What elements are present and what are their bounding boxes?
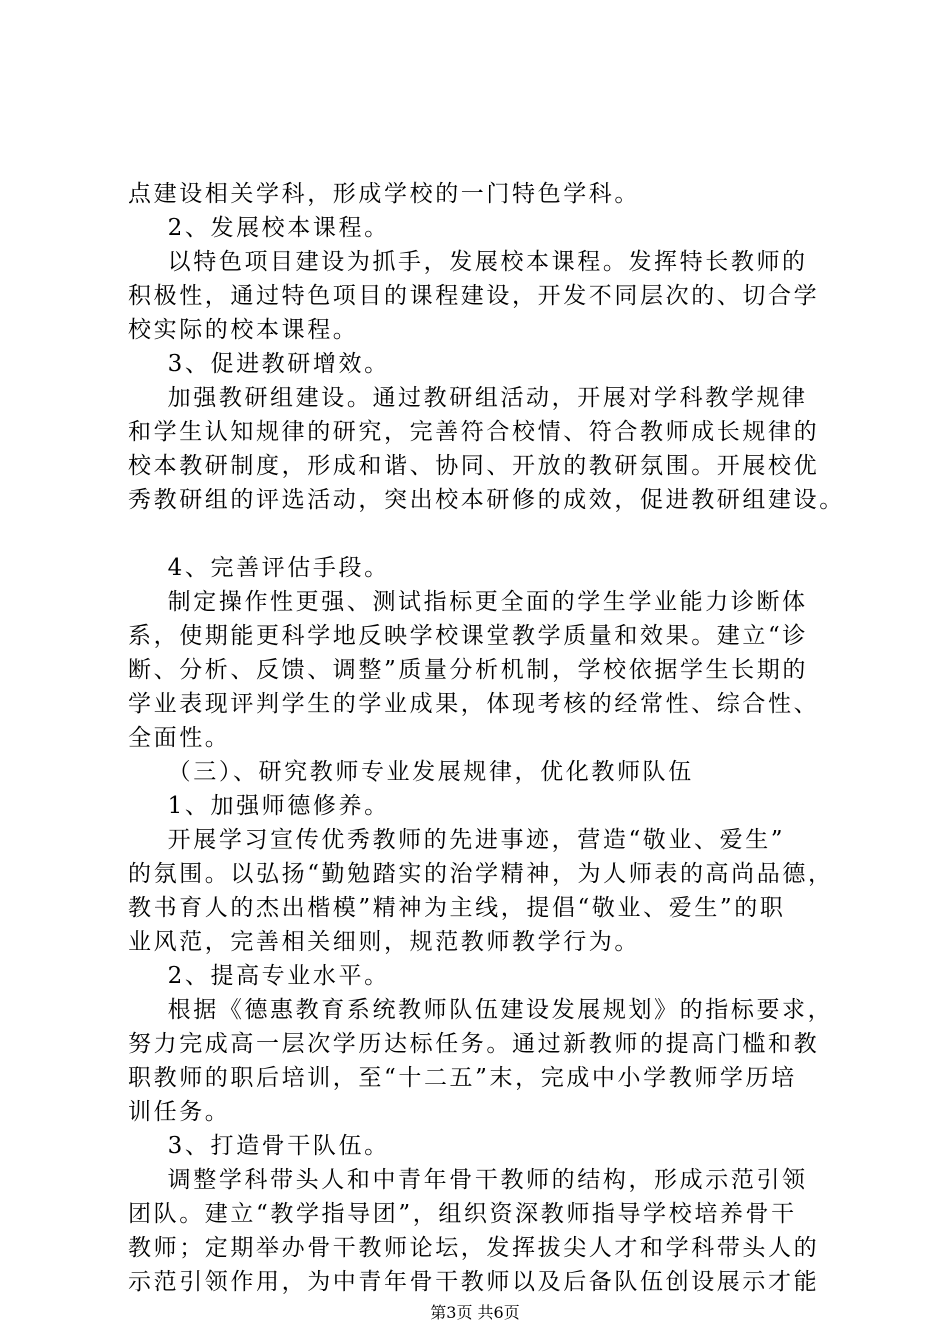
text-line: 断、分析、反馈、调整”质量分析机制，学校依据学生长期的: [128, 657, 808, 683]
text-line: 调整学科带头人和中青年骨干教师的结构，形成示范引领: [128, 1167, 808, 1193]
text-line: 3、打造骨干队伍。: [128, 1133, 390, 1159]
text-line: 积极性，通过特色项目的课程建设，开发不同层次的、切合学: [128, 283, 820, 309]
text-line: 团队。建立“教学指导团”，组织资深教师指导学校培养骨干: [128, 1201, 797, 1227]
text-line: 的氛围。以弘扬“勤勉踏实的治学精神，为人师表的高尚品德，: [128, 861, 834, 887]
text-line: 2、提高专业水平。: [128, 963, 390, 989]
text-line: （三）、研究教师专业发展规律，优化教师队伍: [128, 759, 694, 785]
text-line: 系，使期能更科学地反映学校课堂教学质量和效果。建立“诊: [128, 623, 808, 649]
text-line: 努力完成高一层次学历达标任务。通过新教师的提高门槛和教: [128, 1031, 820, 1057]
text-line: 制定操作性更强、测试指标更全面的学生学业能力诊断体: [128, 589, 808, 615]
document-body: [128, 177, 848, 1299]
text-line: 全面性。: [128, 725, 231, 751]
text-line: 职教师的职后培训，至“十二五”末，完成中小学教师学历培: [128, 1065, 797, 1091]
text-line: 点建设相关学科，形成学校的一门特色学科。: [128, 181, 640, 207]
text-line: 训任务。: [128, 1099, 231, 1125]
text-line: 4、完善评估手段。: [128, 555, 390, 581]
text-line: 学业表现评判学生的学业成果，体现考核的经常性、综合性、: [128, 691, 820, 717]
text-line: 2、发展校本课程。: [128, 215, 390, 241]
text-line: 开展学习宣传优秀教师的先进事迹，营造“敬业、爱生”: [128, 827, 786, 853]
text-line: 以特色项目建设为抓手，发展校本课程。发挥特长教师的: [128, 249, 808, 275]
text-line: 加强教研组建设。通过教研组活动，开展对学科教学规律: [128, 385, 808, 411]
text-line: 根据《德惠教育系统教师队伍建设发展规划》的指标要求，: [128, 997, 834, 1023]
text-line: 校实际的校本课程。: [128, 317, 359, 343]
text-line: 和学生认知规律的研究，完善符合校情、符合教师成长规律的: [128, 419, 820, 445]
text-line: 教书育人的杰出楷模”精神为主线，提倡“敬业、爱生”的职: [128, 895, 786, 921]
text-line: 教师；定期举办骨干教师论坛，发挥拔尖人才和学科带头人的: [128, 1235, 820, 1261]
text-line: 业风范，完善相关细则，规范教师教学行为。: [128, 929, 640, 955]
text-line: 示范引领作用，为中青年骨干教师以及后备队伍创设展示才能: [128, 1269, 820, 1295]
text-line: 1、加强师德修养。: [128, 793, 390, 819]
page-footer: 第3页 共6页: [430, 1303, 520, 1322]
text-line: 秀教研组的评选活动，突出校本研修的成效，促进教研组建设。: [128, 487, 845, 513]
blank-line: [128, 517, 848, 551]
text-line: 校本教研制度，形成和谐、协同、开放的教研氛围。开展校优: [128, 453, 820, 479]
text-line: 3、促进教研增效。: [128, 351, 390, 377]
